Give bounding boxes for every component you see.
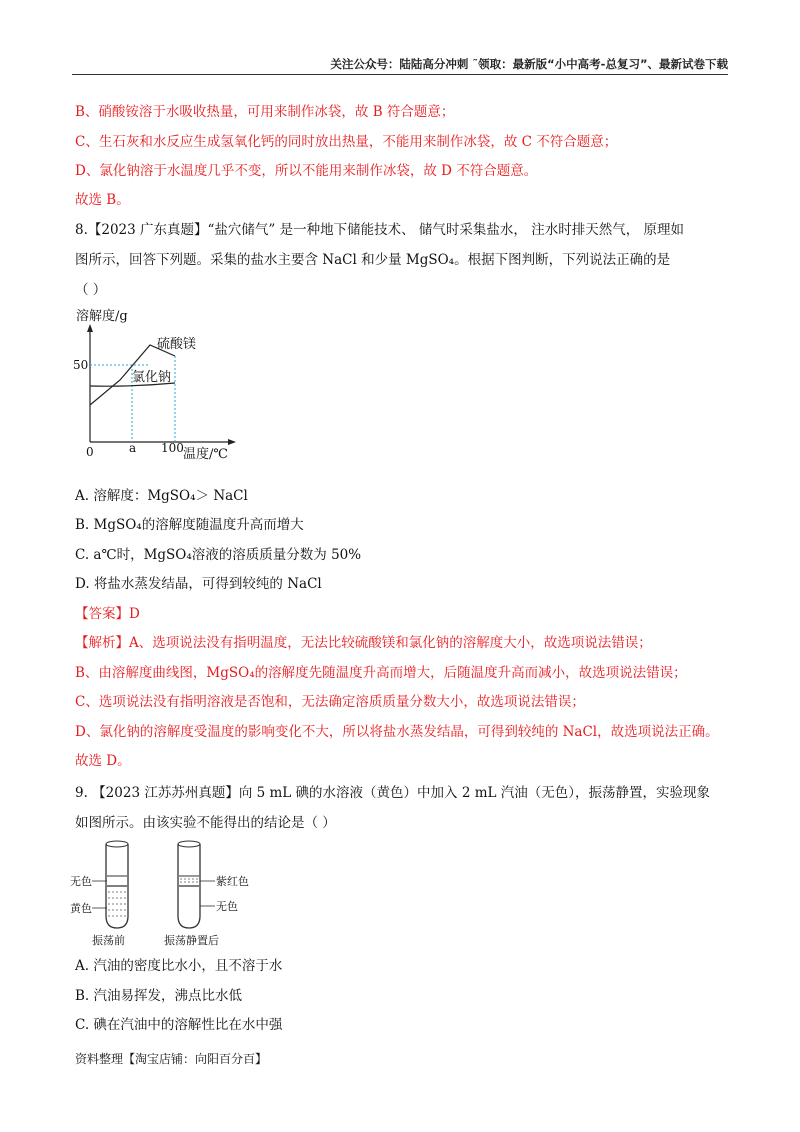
- chart-ytick-50: 50: [73, 358, 89, 372]
- label-left-top: 无色: [70, 875, 92, 888]
- chart-xlabel: 温度/℃: [183, 447, 228, 462]
- q8-answer-blank: （ ）: [75, 282, 107, 298]
- label-right-bottom: 无色: [216, 900, 238, 913]
- q7-explanation-b: B、硝酸铵溶于水吸收热量，可用来制作冰袋，故 B 符合题意；: [75, 104, 455, 120]
- label-left-bottom: 黄色: [70, 902, 92, 915]
- q7-conclusion: 故选 B。: [75, 192, 130, 208]
- label-right-top: 紫红色: [216, 875, 249, 888]
- q8-option-b: B. MgSO₄的溶解度随温度升高而增大: [75, 517, 304, 533]
- test-tube-after: [178, 841, 215, 928]
- chart-ylabel: 溶解度/g: [76, 309, 128, 324]
- chart-xtick-a: a: [129, 441, 137, 455]
- q8-analysis-c: C、选项说法没有指明溶液是否饱和，无法确定溶质质量分数大小，故选项说法错误；: [75, 694, 585, 710]
- label-nacl: 氯化钠: [132, 370, 172, 385]
- q8-stem-line1: 8.【2023 广东真题】“盐穴储气” 是一种地下储能技术、 储气时采集盐水， 注水时排天然气， 原理如: [75, 222, 684, 238]
- solubility-chart: [70, 300, 250, 470]
- q8-option-a: A. 溶解度：MgSO₄＞ NaCl: [75, 488, 248, 504]
- q8-stem-line2: 图所示，回答下列题。采集的盐水主要含 NaCl 和少量 MgSO₄。根据下图判断，下列说法正确的是: [75, 252, 671, 268]
- caption-after: 振荡静置后: [164, 934, 219, 947]
- q8-analysis-d: D、氯化钠的溶解度受温度的影响变化不大，所以将盐水蒸发结晶，可得到较纯的 NaCl，故选项说法正确。: [75, 724, 719, 740]
- q8-answer: 【答案】D: [75, 606, 140, 622]
- page-header: 关注公众号：陆陆高分冲刺 ˜领取：最新版“小中高考-总复习”、最新试卷下载: [330, 57, 728, 71]
- q9-option-a: A. 汽油的密度比水小，且不溶于水: [75, 958, 283, 974]
- q8-analysis-b: B、由溶解度曲线图，MgSO₄的溶解度先随温度升高而增大，后随温度升高而减小，故选项说法错误；: [75, 665, 687, 681]
- q8-conclusion: 故选 D。: [75, 753, 131, 769]
- caption-before: 振荡前: [92, 934, 125, 947]
- chart-xtick-0: 0: [86, 445, 94, 459]
- label-mgso4: 硫酸镁: [157, 337, 197, 352]
- test-tube-figure: [70, 836, 270, 948]
- q8-option-d: D. 将盐水蒸发结晶，可得到较纯的 NaCl: [75, 576, 322, 592]
- page-footer: 资料整理【淘宝店铺：向阳百分百】: [75, 1052, 268, 1066]
- q9-option-b: B. 汽油易挥发，沸点比水低: [75, 988, 243, 1004]
- q7-explanation-d: D、氯化钠溶于水温度几乎不变，所以不能用来制作冰袋，故 D 不符合题意。: [75, 163, 538, 179]
- q8-option-c: C. a℃时，MgSO₄溶液的溶质质量分数为 50%: [75, 547, 362, 563]
- q9-option-c: C. 碘在汽油中的溶解性比在水中强: [75, 1017, 283, 1033]
- q9-stem-line2: 如图所示。由该实验不能得出的结论是（ ）: [75, 815, 336, 831]
- chart-xtick-100: 100: [161, 441, 184, 455]
- test-tube-before: [92, 841, 128, 928]
- header-divider: [72, 74, 728, 75]
- q8-analysis-a: 【解析】A、选项说法没有指明温度，无法比较硫酸镁和氯化钠的溶解度大小，故选项说法错误；: [75, 635, 652, 651]
- q7-explanation-c: C、生石灰和水反应生成氢氧化钙的同时放出热量，不能用来制作冰袋，故 C 不符合题意；: [75, 134, 618, 150]
- q9-stem-line1: 9. 【2023 江苏苏州真题】向 5 mL 碘的水溶液（黄色）中加入 2 mL 汽油（无色），振荡静置，实验现象: [75, 785, 711, 801]
